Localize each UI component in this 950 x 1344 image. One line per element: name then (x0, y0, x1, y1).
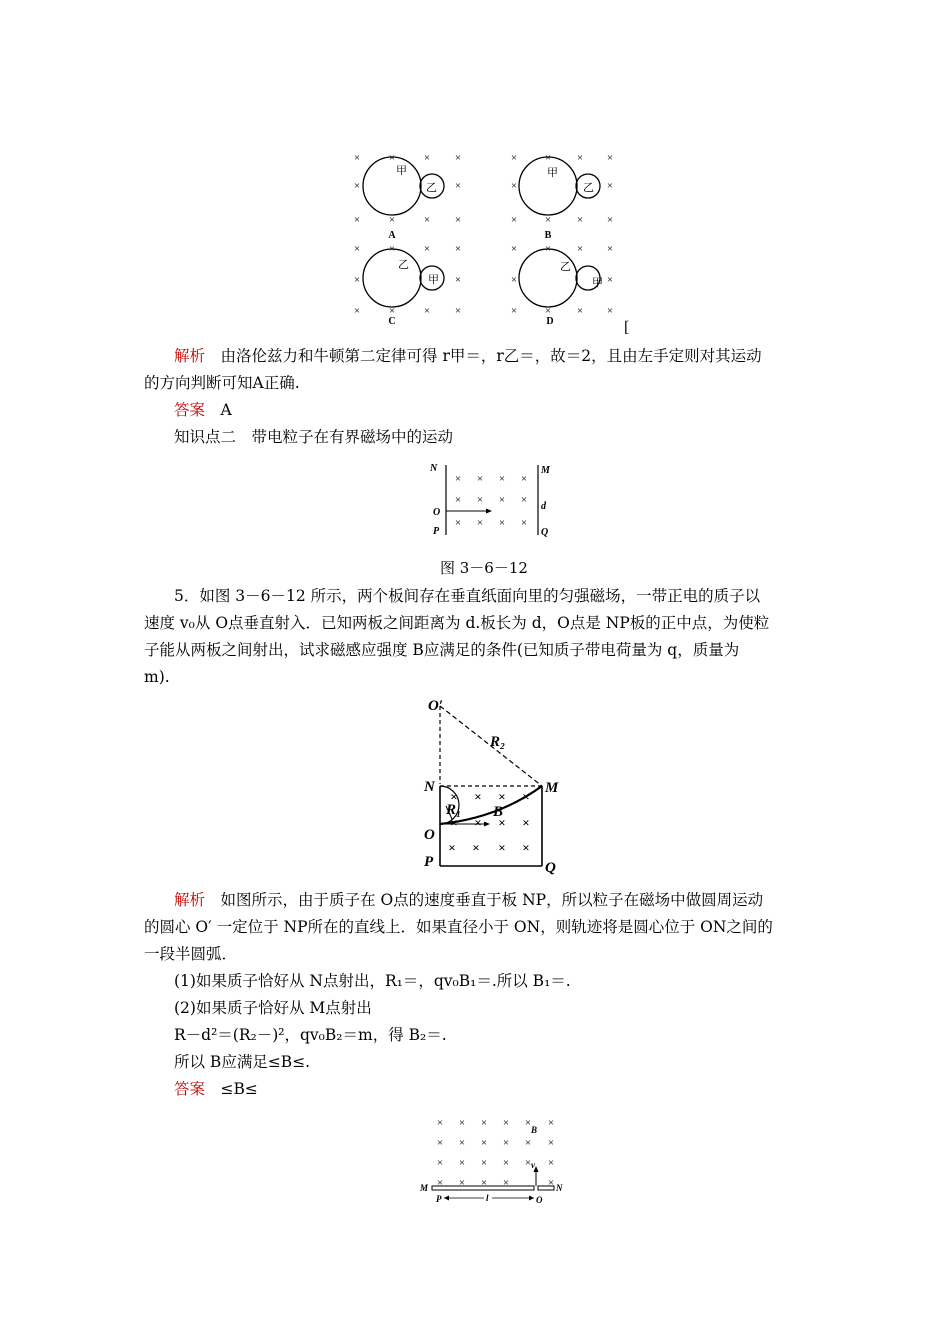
solution-5-line-2: 的圆心 O′ 一定位于 NP所在的直线上．如果直径小于 ON，则轨迹将是圆心位于 ON之间的 (144, 918, 773, 936)
svg-text:R₁: R₁ (446, 802, 462, 818)
svg-text:×: × (454, 305, 462, 317)
svg-text:P: P (424, 854, 434, 870)
solution-figure (418, 694, 568, 876)
svg-text:×: × (522, 789, 530, 804)
svg-text:×: × (544, 243, 552, 255)
svg-text:M: M (420, 1183, 429, 1193)
svg-text:×: × (388, 152, 396, 164)
svg-text:×: × (547, 1117, 555, 1129)
svg-text:×: × (353, 305, 361, 317)
svg-text:×: × (454, 473, 462, 485)
svg-text:D: D (546, 316, 554, 327)
svg-text:乙: 乙 (426, 182, 437, 194)
solution-4-line-2: 的方向判断可知A正确. (144, 374, 300, 392)
section-title: 知识点二 带电粒子在有界磁场中的运动 (174, 428, 454, 446)
svg-text:O′: O′ (428, 698, 444, 714)
svg-text:×: × (502, 1117, 510, 1129)
svg-text:×: × (498, 517, 506, 529)
svg-text:×: × (547, 1157, 555, 1169)
svg-text:×: × (502, 1137, 510, 1149)
svg-text:O: O (536, 1195, 543, 1205)
answer-5: 答案 ≤B≤ (144, 1079, 814, 1099)
svg-text:×: × (480, 1157, 488, 1169)
svg-text:×: × (353, 180, 361, 192)
svg-text:v: v (531, 1160, 535, 1170)
svg-text:乙: 乙 (560, 261, 571, 273)
question-5-line-4: m). (144, 668, 170, 686)
svg-text:×: × (436, 1117, 444, 1129)
svg-text:×: × (510, 274, 518, 286)
svg-text:×: × (436, 1157, 444, 1169)
figure-caption: 图 3－6－12 (440, 559, 528, 577)
svg-text:甲: 甲 (428, 274, 439, 286)
answer-label: 答案 (174, 401, 206, 419)
question-5-line-2: 速度 v₀从 O点垂直射入．已知两板之间距离为 d.板长为 d，O点是 NP板的正中点，为使粒 (144, 614, 770, 632)
solution-5-line-1: 解析 如图所示，由于质子在 O点的速度垂直于板 NP，所以粒子在磁场中做圆周运动 (144, 890, 814, 910)
svg-text:×: × (436, 1177, 444, 1189)
svg-text:甲: 甲 (592, 277, 603, 289)
svg-text:×: × (510, 214, 518, 226)
svg-text:B: B (544, 230, 552, 241)
solution-label: 解析 (174, 891, 206, 909)
svg-text:×: × (498, 789, 506, 804)
svg-text:×: × (606, 305, 614, 317)
svg-text:×: × (547, 1177, 555, 1189)
svg-text:×: × (520, 517, 528, 529)
svg-text:×: × (576, 152, 584, 164)
svg-text:d: d (541, 501, 546, 512)
svg-text:×: × (480, 1117, 488, 1129)
svg-text:M: M (545, 780, 559, 796)
svg-text:×: × (388, 305, 396, 317)
svg-text:C: C (388, 316, 396, 327)
svg-text:R₂: R₂ (490, 734, 506, 750)
svg-text:l: l (486, 1193, 489, 1203)
svg-text:P: P (436, 1194, 442, 1204)
svg-text:×: × (472, 840, 480, 855)
svg-text:×: × (510, 180, 518, 192)
svg-text:×: × (502, 1157, 510, 1169)
figure-abcd (340, 146, 640, 336)
solution-5-line-6: R－d²＝(R₂－)²，qv₀B₂＝m，得 B₂＝. (174, 1026, 447, 1044)
svg-text:×: × (498, 494, 506, 506)
solution-label: 解析 (174, 347, 206, 365)
svg-text:×: × (448, 840, 456, 855)
svg-text:×: × (498, 473, 506, 485)
solution-5-line-5: (2)如果质子恰好从 M点射出 (174, 999, 372, 1017)
svg-text:×: × (353, 152, 361, 164)
svg-text:×: × (458, 1157, 466, 1169)
svg-text:×: × (547, 1137, 555, 1149)
svg-text:×: × (510, 152, 518, 164)
answer-4: 答案 A (144, 400, 814, 420)
svg-text:×: × (524, 1117, 532, 1129)
svg-text:×: × (576, 214, 584, 226)
svg-text:×: × (524, 1157, 532, 1169)
svg-text:×: × (450, 815, 458, 830)
svg-text:×: × (454, 152, 462, 164)
svg-text:×: × (502, 1177, 510, 1189)
svg-text:B: B (531, 1125, 538, 1135)
svg-text:×: × (423, 214, 431, 226)
svg-text:乙: 乙 (398, 259, 409, 271)
svg-text:P: P (433, 526, 440, 537)
svg-text:×: × (522, 815, 530, 830)
svg-text:×: × (606, 274, 614, 286)
svg-text:×: × (454, 180, 462, 192)
svg-text:O: O (424, 827, 435, 843)
solution-5-line-7: 所以 B应满足≤B≤. (174, 1053, 311, 1071)
svg-text:×: × (474, 789, 482, 804)
svg-text:M: M (541, 465, 550, 476)
svg-text:×: × (454, 517, 462, 529)
svg-text:×: × (544, 305, 552, 317)
svg-text:×: × (576, 243, 584, 255)
svg-text:×: × (606, 214, 614, 226)
svg-text:×: × (498, 840, 506, 855)
svg-text:B: B (493, 804, 504, 820)
svg-text:A: A (388, 230, 396, 241)
svg-text:×: × (480, 1177, 488, 1189)
svg-text:×: × (423, 305, 431, 317)
svg-text:×: × (458, 1177, 466, 1189)
figure-3-6-12 (428, 459, 558, 541)
svg-text:×: × (544, 214, 552, 226)
svg-text:×: × (454, 243, 462, 255)
svg-text:×: × (454, 214, 462, 226)
solution-5-line-3: 一段半圆弧． (144, 945, 238, 963)
svg-text:×: × (476, 494, 484, 506)
svg-text:[: [ (624, 319, 630, 336)
svg-text:×: × (520, 473, 528, 485)
svg-text:×: × (520, 494, 528, 506)
solution-4-line-1: 解析 由洛伦兹力和牛顿第二定律可得 r甲＝，r乙＝，故＝2，且由左手定则对其运动 (144, 346, 814, 366)
svg-text:×: × (524, 1137, 532, 1149)
svg-text:O: O (433, 507, 441, 518)
question-5-line-3: 子能从两板之间射出，试求磁感应强度 B应满足的条件(已知质子带电荷量为 q，质量为 (144, 641, 740, 659)
svg-text:×: × (544, 152, 552, 164)
svg-text:×: × (436, 1137, 444, 1149)
svg-text:×: × (474, 815, 482, 830)
answer-label: 答案 (174, 1080, 206, 1098)
svg-text:×: × (510, 243, 518, 255)
svg-text:×: × (353, 243, 361, 255)
svg-text:×: × (480, 1137, 488, 1149)
svg-text:×: × (353, 274, 361, 286)
svg-text:Q: Q (545, 860, 556, 876)
figure-magnetic-field (418, 1112, 568, 1210)
svg-text:×: × (576, 305, 584, 317)
svg-text:×: × (606, 152, 614, 164)
svg-text:×: × (606, 180, 614, 192)
svg-text:×: × (423, 243, 431, 255)
svg-text:×: × (454, 274, 462, 286)
svg-text:×: × (353, 214, 361, 226)
svg-text:×: × (458, 1137, 466, 1149)
svg-text:×: × (606, 243, 614, 255)
svg-text:N: N (556, 1183, 563, 1193)
svg-text:Q: Q (541, 527, 549, 538)
svg-text:×: × (454, 494, 462, 506)
svg-text:×: × (423, 152, 431, 164)
svg-text:×: × (498, 815, 506, 830)
svg-text:×: × (388, 214, 396, 226)
svg-text:×: × (522, 840, 530, 855)
svg-text:×: × (458, 1117, 466, 1129)
svg-text:甲: 甲 (396, 165, 407, 177)
svg-text:×: × (476, 517, 484, 529)
svg-text:×: × (476, 473, 484, 485)
svg-text:×: × (510, 305, 518, 317)
question-5-line-1: 5．如图 3－6－12 所示，两个板间存在垂直纸面向里的匀强磁场，一带正电的质子以 (174, 587, 761, 605)
svg-text:N: N (430, 463, 438, 474)
svg-text:×: × (450, 789, 458, 804)
solution-5-line-4: (1)如果质子恰好从 N点射出，R₁＝，qv₀B₁＝.所以 B₁＝. (174, 972, 571, 990)
svg-text:N: N (424, 779, 435, 795)
svg-text:×: × (388, 243, 396, 255)
svg-text:乙: 乙 (583, 182, 594, 194)
svg-text:甲: 甲 (547, 167, 558, 179)
